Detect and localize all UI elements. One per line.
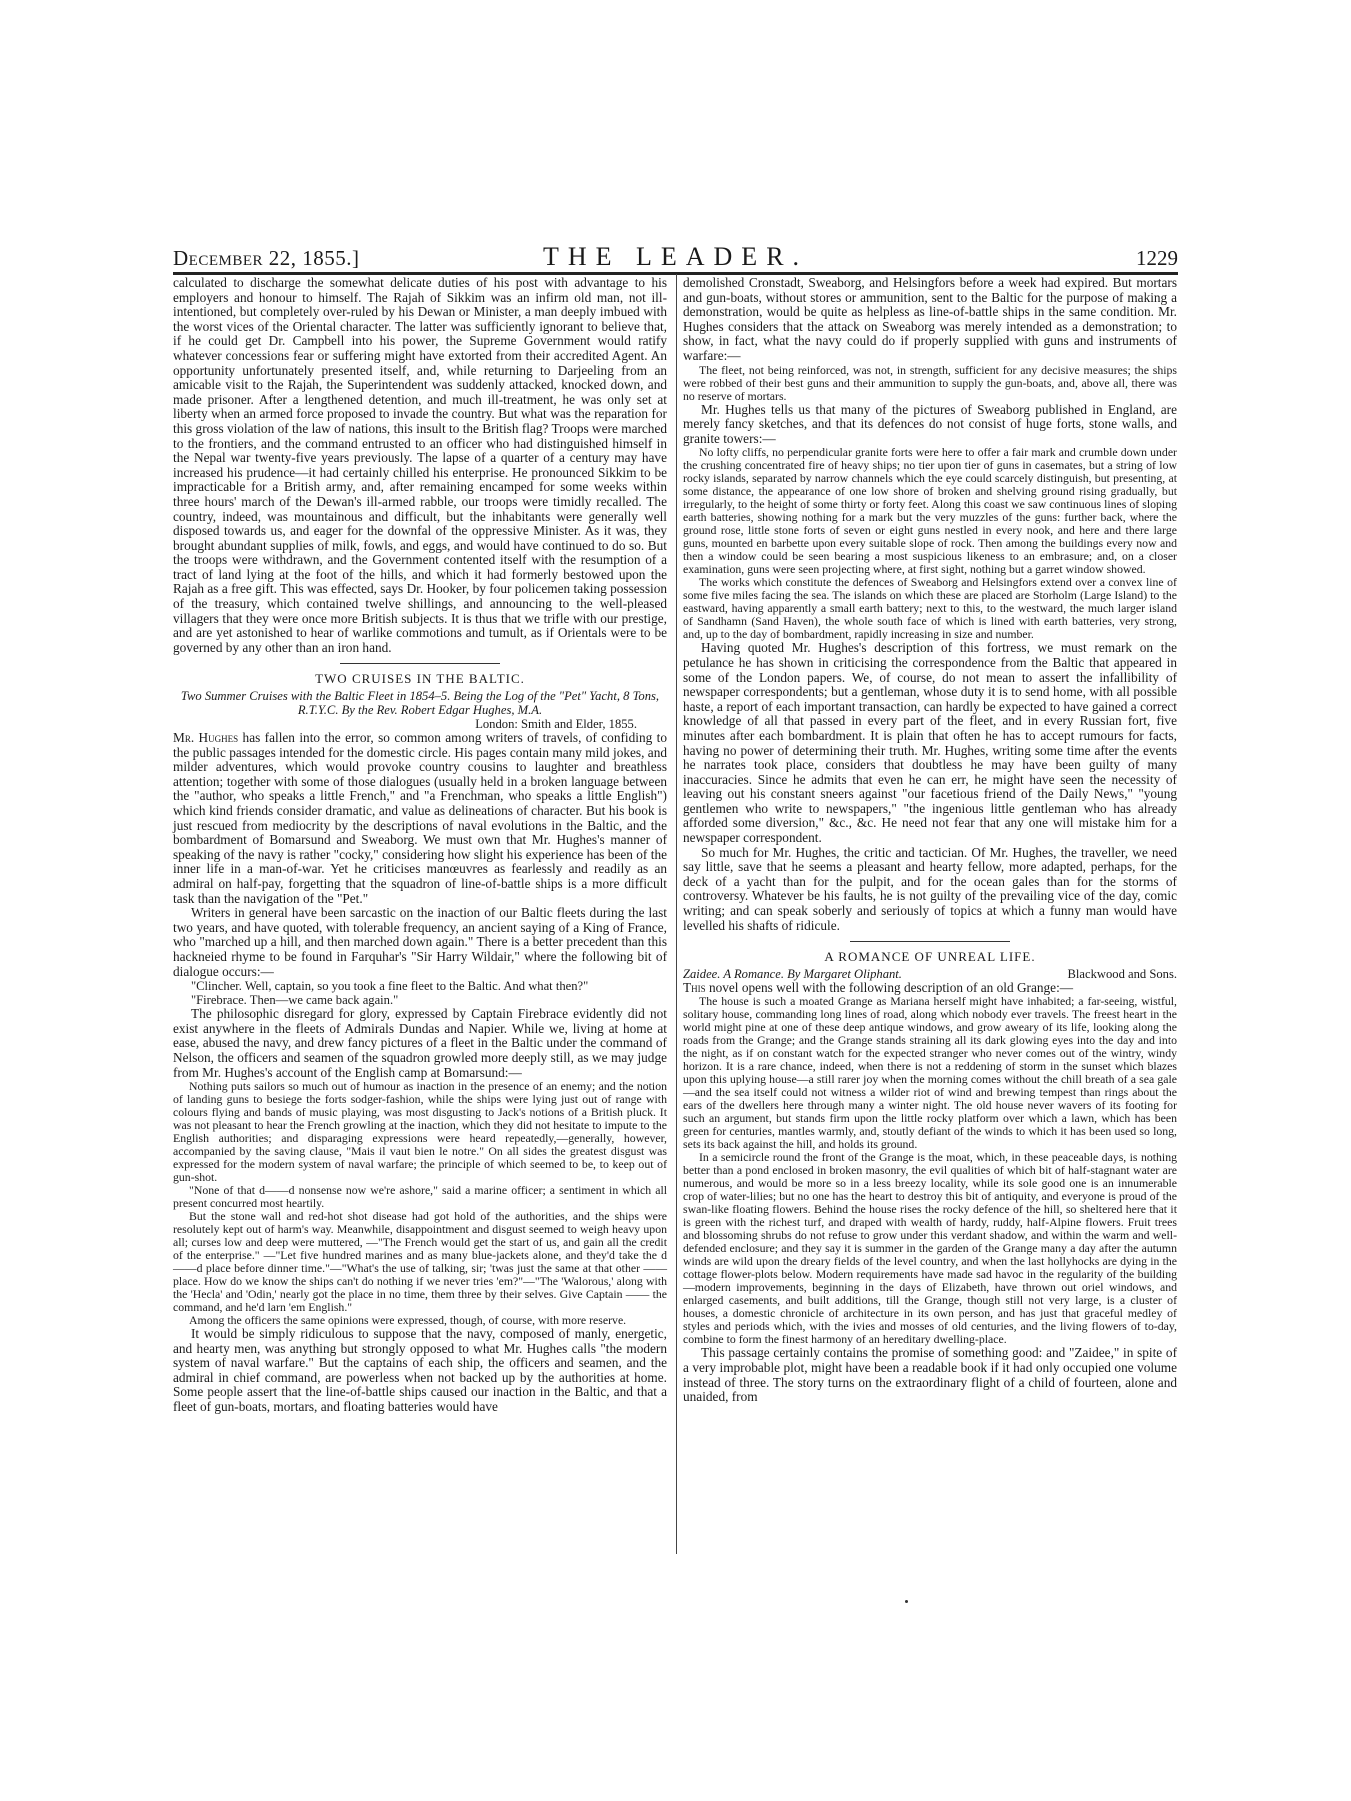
ink-speck [905, 1600, 908, 1603]
section-rule [850, 941, 1010, 942]
sweaborg-paragraph: Mr. Hughes tells us that many of the pictures of Sweaborg published in England, are merely fancy sketches, and that its defences do not consist of huge forts, stone walls, and granite towers:— [683, 401, 1177, 446]
continued-paragraph: demolished Cronstadt, Sweaborg, and Helsingfors before a week had expired. But mortars and gun-boats, without stores or ammunition, sent to the Baltic for the purpose of making a demonstration, would be quite as helpless as line-of-battle ships in the same condition. Mr. Hughes considers that the attack on Sweaborg was merely intended as a demonstration; to show, in fact, what the navy could do if properly supplied with guns and instruments of warfare:— [683, 275, 1177, 363]
quote-block: The house is such a moated Grange as Mariana herself might have inhabited; a far-seeing, wistful, solitary house, commanding long lines of road, along which nobody ever travels. The freest heart in the world might pine at one of these deep antique windows, and grow aweary of its life, looking along the roads from the Grange; and the Grange stands straining all its dark glowing eyes into the day and into the night, as if on constant watch for the expected stranger who never comes out of the wintry, windy horizon. It is a rare chance, indeed, when there is not a reddening of storm in the sunset which blazes upon this uplying house—a still rarer joy when the morning comes without the chill breath of a sea gale—and the sea itself could not witness a wilder riot of wind and brewing tempest than rings about the ears of the dwellers here through many a winter night. The old house never wavers of its footing for such an argument, but stands firm upon the little rocky platform over which a lawn, which has been green for centuries, mantles warmly, and, stoutly defiant of the winds to which it has been used so long, sets its back against the hill, and holds its ground. [683, 994, 1177, 1152]
quote-block: No lofty cliffs, no perpendicular granite forts were here to offer a fair mark and crumble down under the crushing concentrated fire of heavy ships; no tier upon tier of guns in casemates, but a string of low rocky islands, separated by narrow channels which the eye could scarcely distinguish, but presenting, at some distance, the appearance of one low shore of broken and shelving ground rising gradually, but irregularly, to the height of some thirty or forty feet. Along this coast we saw continuous lines of sloping earth batteries, showing nothing for a mark but the very muzzles of the guns: further back, where the ground rose, little stone forts of seven or eight guns nestled in every nook, and here and there large guns, mounted en barbette upon every suitable slope of rock. Then among the buildings every now and then a window could be seen bearing a most suspicious likeness to an embrasure; and, on a closer examination, guns were seen projecting where, at first sight, nothing but a garret window showed. [683, 445, 1177, 577]
quote-block: In a semicircle round the front of the Grange is the moat, which, in these peaceable days, is nothing better than a pond enclosed in broken masonry, the evil qualities of which bit of half-stagnant water are numerous, and would be more so in a less breezy locality, while its sole good one is an innumerable crop of water-lilies; but no one has the heart to destroy this bit of antiquity, and everyone is proud of the swan-like floating flowers. Behind the house rises the rocky defence of the hill, so sheltered here that it is green with the richest turf, and draped with wealth of hardy, ruddy, half-Alpine flowers. Fruit trees and blossoming shrubs do not refuse to grow under this verdant shadow, and within the warm and well-defended enclosure; and they say it is summer in the garden of the Grange many a day after the autumn winds are wild upon the dreary fields of the level country, and when the last hollyhocks are dying in the cottage flower-plots below. Modern requirements have made sad havoc in the regularity of the building—modern improvements, beginning in the days of Elizabeth, have thrown out oriel windows, and enlarged casements, and built additions, till the Grange, though still not very large, is a cluster of houses, a domestic chronicle of architecture in its own person, and has just that graceful medley of styles and periods which, with the ivies and mosses of old centuries, and the living flowers of to-day, combine to form the finest harmony of an hereditary dwelling-place. [683, 1150, 1177, 1347]
section-title-baltic: TWO CRUISES IN THE BALTIC. [315, 671, 525, 687]
baltic-paragraph-4: It would be simply ridiculous to suppose that the navy, composed of manly, energetic, and hearty men, was anything but strongly opposed to what Mr. Hughes calls "the modern system of naval warfare." But the captains of each ship, the officers and seamen, and the admiral in chief command, are powerless when not backed up by the authorities at home. Some people assert that the line-of-battle ships caused our inaction in the Baltic, and that a fleet of gun-boats, mortars, and floating batteries would have [173, 1326, 667, 1415]
lead-words: This [683, 979, 706, 995]
book-citation [683, 967, 1177, 981]
citation-title: Zaidee. A Romance. By Margaret Oliphant. [683, 966, 902, 981]
quote-block: "None of that d——d nonsense now we're ashore," said a marine officer; a sentiment in which all present concurred most heartily. [173, 1183, 667, 1211]
paragraph-text: has fallen into the error, so common among writers of travels, of confiding to the public passages intended for the domestic circle. His pages contain many mild jokes, and milder adventures, which would provoke country cousins to laughter and breathless attention; together with some of those dialogues (usually held in a broken language between the "author, who speaks a little French," and "a Frenchman, who speaks a little English") which kind friends consider dramatic, and value as delineations of character. But his book is just rescued from mediocrity by the descriptions of naval evolutions in the Baltic, and the bombardment of Bomarsund and Sweaborg. We must own that Mr. Hughes's manner of speaking of the navy is rather "cocky," considering how slight his experience has been of the inner life in a man-of-war. Yet he criticises manœuvres as fearlessly and readily as an admiral on half-pay, forgetting that the squadron of line-of-battle ships is a more difficult task than the navigation of the "Pet." [173, 730, 667, 906]
right-column [683, 276, 1177, 1405]
publisher-line: London: Smith and Elder, 1855. [475, 717, 637, 732]
critique-paragraph: Having quoted Mr. Hughes's description of this fortress, we must remark on the petulance he has shown in criticising the correspondence from the Baltic that appeared in some of the London papers. We, of course, do not mean to assert the infallibility of newspaper correspondents; but a gentleman, whose duty it is to send home, with all possible haste, a report of each important transaction, can hardly be expected to have gained a correct knowledge of all that passed in every part of the fleet, and in every Russian fort, five minutes after each bombardment. It is plain that often he has to accept rumours for facts, having no power of determining their truth. Mr. Hughes, writing some time after the events he narrates took place, considers that doubtless he may have been guilty of many inaccuracies. Since he admits that even he can err, he might have seen the necessity of leaving out his constant sneers against "our facetious friend of the Daily News," "young gentlemen who write to newspapers," "the ingenious little gentleman who has already afforded some diversion," &c., &c. He need not fear that any one will mistake him for a newspaper correspondent. [683, 640, 1177, 846]
section-title-romance: A ROMANCE OF UNREAL LIFE. [824, 949, 1036, 965]
zaidee-paragraph-2: This passage certainly contains the promise of something good: and "Zaidee," in spite of a very improbable plot, might have been a readable book if it had only occupied one volume instead of three. The story turns on the extraordinary flight of a child of fourteen, alone and unaided, from [683, 1345, 1177, 1405]
quote-block: Among the officers the same opinions were expressed, though, of course, with more reserve. [189, 1313, 627, 1328]
sikkim-paragraph: calculated to discharge the somewhat delicate duties of his post with advantage to his employers and honour to himself. The Rajah of Sikkim was an infirm old man, not ill-intentioned, but completely over-ruled by his Dewan or Minister, a man deeply imbued with the worst vices of the Oriental character. The latter was sufficiently ignorant to believe that, if he could get Dr. Campbell into his power, the Supreme Government would ratify whatever concessions fear or suffering might have extorted from their accredited Agent. An opportunity unfortunately presented itself, and, while returning to Darjeeling from an amicable visit to the Rajah, the Superintendent was suddenly attacked, knocked down, and made prisoner. After a lengthened detention, and much ill-treatment, he was only set at liberty when an armed force proposed to invade the country. But what was the reparation for this gross violation of the law of nations, this insult to the British flag? Troops were marched to the frontiers, and the command entrusted to an officer who had distinguished himself in the Nepal war twenty-five years previously. The lapse of a quarter of a century may have increased his prudence—it had certainly chilled his enterprise. He pronounced Sikkim to be impracticable for a British army, and, after remaining encamped for some weeks within three hours' march of the Dewan's ill-armed rabble, our troops were timidly recalled. The country, indeed, was mountainous and difficult, but the inhabitants were generally well disposed towards us, and eager for the downfal of the oppressive Minister. As it was, they brought abundant supplies of milk, fowls, and eggs, and would have continued to do so. But the troops were withdrawn, and the Government contented itself with the resumption of a tract of land lying at the foot of the hills, and which it had formerly bestowed upon the Rajah as a free gift. This was effected, says Dr. Hooker, by four policemen taking possession of the treasury, which contained twelve shillings, and announcing to the well-pleased villagers that they were once more British subjects. It is thus that we trifle with our prestige, and are yet astonished to hear of warlike commotions and tumult, as if Orientals were to be governed by any other than an iron hand. [173, 275, 667, 655]
newspaper-title: THE LEADER. [542, 242, 809, 271]
quote-block: The works which constitute the defences of Sweaborg and Helsingfors extend over a convex line of some five miles facing the sea. The islands on which these are placed are Storholm (Large Island) to the eastward, having apparently a small earth battery; next to this, to the westward, the much larger island of Sandhamn (Sand Haven), the whole south face of which is lined with earth batteries, very strong, and, up to the day of bombardment, rapidly increasing in size and number. [683, 575, 1177, 642]
left-column [173, 276, 667, 1415]
dialogue-line-1: "Clincher. Well, captain, so you took a fine fleet to the Baltic. And what then?" [191, 979, 589, 994]
book-citation: Two Summer Cruises with the Baltic Fleet in 1854–5. Being the Log of the "Pet" Yacht, 8 Tons, R.T.Y.C. By the Rev. Robert Edgar Hughes, M.A. [180, 689, 660, 718]
zaidee-paragraph-1 [683, 981, 1177, 996]
baltic-paragraph-1 [173, 731, 667, 906]
section-rule [340, 663, 500, 664]
quote-block: The fleet, not being reinforced, was not, in strength, sufficient for any decisive measures; the ships were robbed of their best guns and their ammunition to supply the gun-boats, and, above all, there was no reserve of mortars. [683, 362, 1177, 403]
page-number: 1229 [1136, 246, 1178, 270]
paragraph-text: novel opens well with the following description of an old Grange:— [705, 979, 1074, 995]
dialogue-line-2: "Firebrace. Then—we came back again." [191, 993, 399, 1008]
traveller-paragraph: So much for Mr. Hughes, the critic and tactician. Of Mr. Hughes, the traveller, we need say little, save that he seems a pleasant and hearty fellow, more adapted, perhaps, for the deck of a yacht than for the pulpit, and for the ocean gales than for the storms of controversy. Whatever be his faults, he is not guilty of the prevailing vice of the day, comic writing; and can speak soberly and seriously of topics at which a funny man would have levelled his shafts of ridicule. [683, 844, 1177, 933]
issue-date: December 22, 1855.] [173, 246, 360, 270]
baltic-paragraph-3: The philosophic disregard for glory, expressed by Captain Firebrace evidently did not exist anywhere in the fleets of Admirals Dundas and Napier. While we, living at home at ease, abused the navy, and drew fancy pictures of a fleet in the Baltic under the command of Nelson, the officers and seamen of the squadron growled more deeply still, as we may judge from Mr. Hughes's account of the English camp at Bomarsund:— [173, 1006, 667, 1080]
citation-publisher: Blackwood and Sons. [1067, 966, 1177, 981]
column-divider [676, 274, 677, 1554]
quote-block: But the stone wall and red-hot shot disease had got hold of the authorities, and the ships were resolutely kept out of harm's way. Meanwhile, disappointment and disgust seemed to weigh heavy upon all; curses low and deep were muttered, —"The French would get the start of us, and gain all the credit of the enterprise." —"Let five hundred marines and as many blue-jackets alone, and they'd take the d——d place before dinner time."—"What's the use of talking, sir; 'twas just the same at that other —— place. How do we know the ships can't do nothing if we never tries 'em?"—"The 'Walorous,' along with the 'Hecla' and 'Odin,' nearly got the place in no time, them three by their selves. Give Captain —— the command, and he'd larn 'em English." [173, 1209, 667, 1315]
lead-words: Mr. Hughes [173, 730, 239, 746]
masthead [173, 242, 1178, 273]
baltic-paragraph-2: Writers in general have been sarcastic on the inaction of our Baltic fleets during the last two years, and have quoted, with tolerable frequency, an ancient saying of a King of France, who "marched up a hill, and then marched down again." There is a better precedent than this hackneied rhyme to be found in Farquhar's "Sir Harry Wildair," where the following bit of dialogue occurs:— [173, 905, 667, 979]
quote-block: Nothing puts sailors so much out of humour as inaction in the presence of an enemy; and the notion of landing guns to besiege the forts sodger-fashion, while the ships were lying just out of range with colours flying and bands of music playing, was most disgusting to Jack's notions of a British pluck. It was not pleasant to hear the French growling at the inaction, which they did not hesitate to impute to the English authorities; and disparaging expressions were heard repeatedly,—generally, however, accompanied by the saving clause, "Mais il vaut bien le notre." On all sides the greatest disgust was expressed for the modern system of naval warfare; the principle of which seemed to be, to keep out of gun-shot. [173, 1079, 667, 1185]
